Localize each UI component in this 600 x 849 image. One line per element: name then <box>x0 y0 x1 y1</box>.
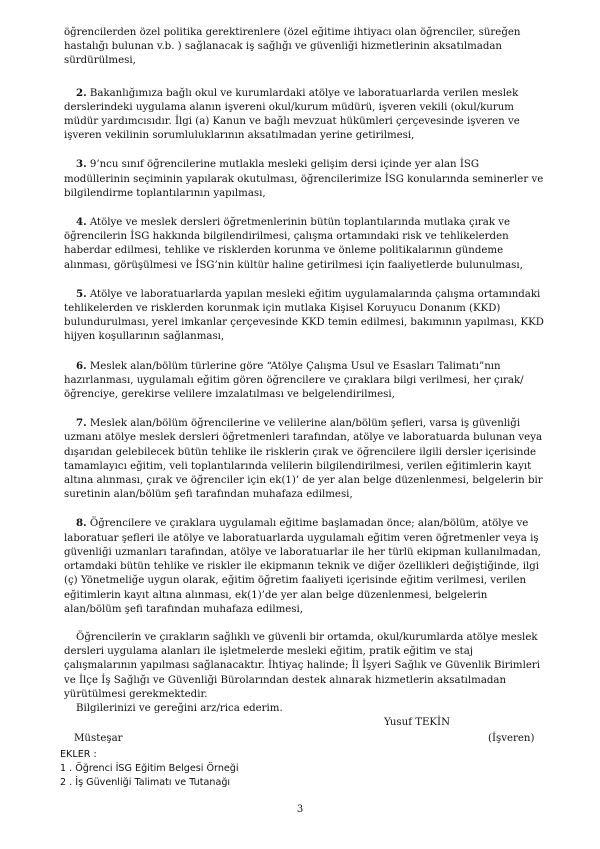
signatory-left-title: Müsteşar <box>74 733 123 745</box>
attachment-item: 2 . İş Güvenliği Talimatı ve Tutanağı <box>60 777 231 789</box>
paragraph-item-2 <box>64 86 546 144</box>
paragraph-text: Atölye ve laboratuarlarda yapılan mesleki eğitim uygulamalarında çalışma ortamındaki tehlikelerden ve risklerden korunmak için mutlaka Kişisel Koruyucu Donanım (KKD) bulundurulması, yerel imkanlar çerçevesinde KKD temin edilmesi, bakımının yapılması, KKD hijyen koşullarının sağlanması, <box>64 288 544 343</box>
signature-title-row <box>64 732 546 748</box>
item-number: 5. <box>76 287 87 300</box>
closing-paragraph: Öğrencilerin ve çırakların sağlıklı ve güvenli bir ortamda, okul/kurumlarda atölye meslek dersleri uygulama alanları ile işletmelerde mesleki eğitim, pratik eğitim ve staj çalışmalarının yapılması sağlanacaktır. İhtiyaç halinde; İl İşyeri Sağlık ve Güvenlik Birimleri ve İlçe İş Sağlığı ve Güvenliği Bürolarından destek alınarak hizmetlerin aksatılmadan yürütülmesi gerekmektedir. <box>64 631 540 700</box>
attachments-heading: EKLER : <box>60 749 97 761</box>
paragraph-continuation <box>64 26 546 69</box>
item-number: 6. <box>76 359 87 372</box>
document-body <box>60 26 546 790</box>
closing-request: Bilgilerinizi ve gereğini arz/rica ederim. <box>76 702 283 714</box>
paragraph-text: Meslek alan/bölüm öğrencilerine ve velilerine alan/bölüm şefleri, varsa iş güvenliği uzmanı atölye meslek dersleri öğretmenleri tarafından, atölye ve laboratuarda bulunan veya dışarıdan gelebilecek bütün tehlike ile risklerin çırak ve öğrencilere ilgili dersler içerisinde tamamlayıcı eğitim, veli toplantılarında velilerin bilgilendirilmesi, verilen eğitimlerin kayıt altına alınması, çırak ve öğrenciler için ek(1)’ de yer alan belge düzenlenmesi, belgelerin bir suretinin alan/bölüm şefi tarafından muhafaza edilmesi, <box>64 418 543 501</box>
item-number: 3. <box>76 158 87 171</box>
attachments-section <box>60 748 546 790</box>
item-number: 8. <box>76 517 87 530</box>
paragraph-item-8 <box>64 516 546 616</box>
paragraph-item-6 <box>64 359 546 403</box>
paragraph-item-5 <box>64 287 546 345</box>
paragraph-item-7 <box>64 416 546 502</box>
paragraph-item-3 <box>64 157 546 201</box>
paragraph-text: Bakanlığımıza bağlı okul ve kurumlardaki atölye ve laboratuarlarda verilen meslek derslerindeki uygulama alanın işvereni okul/kurum müdürü, işveren vekili (okul/kurum müdür yardımcısıdır. İlgi (a) Kanun ve bağlı mevzuat hükümleri çerçevesinde işveren ve işveren vekilinin sorumluluklarının aksatılmadan yerine getirilmesi, <box>64 87 520 142</box>
item-number: 2. <box>76 86 87 99</box>
paragraph-text: öğrencilerden özel politika gerektirenlere (özel eğitime ihtiyacı olan öğrenciler, süreğen hastalığı bulunan v.b. ) sağlanacak iş sağlığı ve güvenliği hizmetlerinin aksatılmadan sürdürülmesi, <box>64 27 521 67</box>
item-number: 4. <box>76 216 87 229</box>
signatory-right-title: (İşveren) <box>488 733 535 745</box>
paragraph-text: Öğrencilere ve çıraklara uygulamalı eğitime başlamadan önce; alan/bölüm, atölye ve laboratuar şefleri ile atölye ve laboratuarlarda uygulamalı eğitim veren öğretmenler veya iş güvenliği uzmanları tarafından, atölye ve laboratuarlar ile her türlü ekipman kullanılmadan, ortamdaki bütün tehlike ve riskler ile ekipmanın teknik ve diğer özellikleri değiştiğinde, ilgi (ç) Yönetmeliğe uygun olarak, eğitim öğretim faaliyeti içerisinde eğitim verilmesi, verilen eğitimlerin kayıt altına alınması, ek(1)’de yer alan belge düzenlenmesi, belgelerin alan/bölüm şefi tarafından muhafaza edilmesi, <box>64 518 541 615</box>
paragraph-text: Meslek alan/bölüm türlerine göre “Atölye Çalışma Usul ve Esasları Talimatı”nın hazırlanması, uygulamalı eğitim gören öğrencilere ve çıraklara bilgi verilmesi, her çırak/öğrenciye, gerekirse velilere imzalatılması ve belgelendirilmesi, <box>64 360 524 401</box>
paragraph-text: 9’ncu sınıf öğrencilerine mutlakla mesleki gelişim dersi içinde yer alan İSG modüllerinin seçiminin yapılarak okutulması, öğrencilerimize İSG konularında seminerler ve bilgilendirme toplantılarının yapılması, <box>64 159 544 199</box>
item-number: 7. <box>76 417 87 430</box>
paragraph-item-4 <box>64 215 546 273</box>
attachment-item: 1 . Öğrenci İSG Eğitim Belgesi Örneği <box>60 763 239 775</box>
signatory-name: Yusuf TEKİN <box>384 717 450 729</box>
signature-name-row <box>64 716 546 732</box>
paragraph-text: Atölye ve meslek dersleri öğretmenlerinin bütün toplantılarında mutlaka çırak ve öğrencilerin İSG hakkında bilgilendirilmesi, çalışma ortamındaki risk ve tehlikelerden haberdar edilmesi, tehlike ve risklerden korunma ve önleme politikalarının gündeme alınması, görüşülmesi ve İSG’nin kültür haline getirilmesi için faaliyetlerde bulunulması, <box>64 217 523 271</box>
page-number: 3 <box>296 804 304 815</box>
